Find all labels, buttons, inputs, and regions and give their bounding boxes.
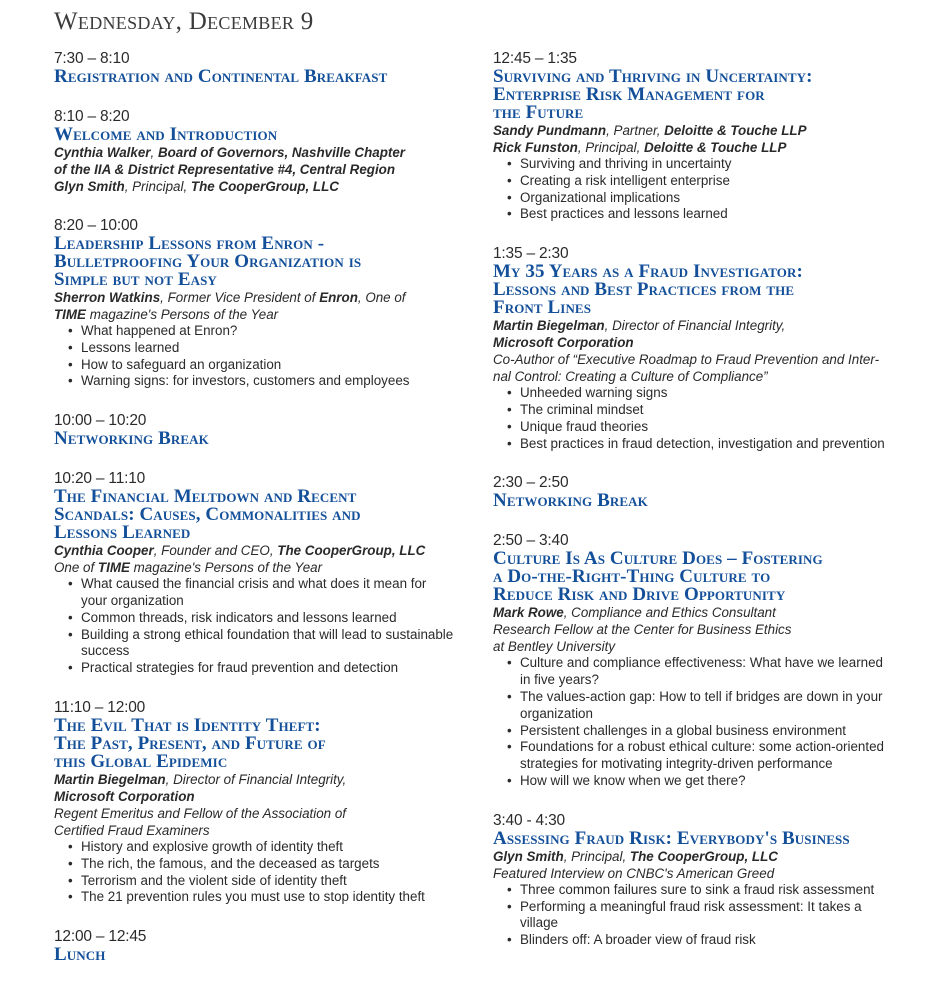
speaker-bold-text: Board of Governors, Nashville Chapter xyxy=(157,145,405,160)
speaker-bold-text: Glyn Smith xyxy=(54,179,125,194)
speaker-line xyxy=(493,865,893,882)
session-title-line: Enterprise Risk Management for xyxy=(493,84,765,105)
session-title-line: The Evil That is Identity Theft: xyxy=(54,714,321,736)
bullet-item: • Unique fraud theories xyxy=(507,419,893,436)
speaker-bold-text: Sherron Watkins xyxy=(54,290,161,305)
speaker-text: magazine's Persons of the Year xyxy=(86,307,279,322)
speaker-line xyxy=(54,771,454,788)
bullet-item: • The values-action gap: How to tell if bridges are down in your organization xyxy=(507,689,893,723)
speaker-bold-text: Microsoft Corporation xyxy=(54,788,195,804)
session-title xyxy=(54,488,454,542)
speaker-text: Co-Author of “Executive Roadmap to Fraud Prevention and Inter- xyxy=(493,352,880,368)
session-title-line: Surviving and Thriving in Uncertainty: xyxy=(493,66,813,87)
session-title xyxy=(54,430,454,448)
session-time: 8:20 – 10:00 xyxy=(54,217,138,234)
session-title-line: Front Lines xyxy=(493,297,592,319)
bullet-item: • Culture and compliance effectiveness: What have we learned in five years? xyxy=(507,655,893,689)
session-block xyxy=(54,108,454,195)
session-block xyxy=(493,812,893,949)
bullet-list xyxy=(54,839,454,906)
session-title-line: Scandals: Causes, Commonalities and xyxy=(54,504,361,526)
session-title xyxy=(493,492,893,510)
speaker-bold-text: TIME xyxy=(54,307,86,322)
speaker-line xyxy=(54,144,454,161)
session-title-line: Culture Is As Culture Does – Fostering xyxy=(493,548,823,570)
bullet-item: • Persistent challenges in a global business environment xyxy=(507,723,893,740)
bullet-item: • Organizational implications xyxy=(507,190,893,207)
session-time: 1:35 – 2:30 xyxy=(493,245,569,263)
speaker-text: , Principal, xyxy=(563,848,630,864)
bullet-item: • How will we know when we get there? xyxy=(507,773,893,790)
session-block xyxy=(493,245,893,452)
session-title-line: Bulletproofing Your Organization is xyxy=(54,251,362,272)
session-title xyxy=(493,263,893,317)
session-title xyxy=(493,550,893,604)
speaker-bold-text: TIME xyxy=(97,560,130,576)
speaker-text: Featured Interview on CNBC's American Greed xyxy=(493,865,775,881)
bullet-item: • The criminal mindset xyxy=(507,402,893,419)
day-title: Wednesday, December 9 xyxy=(54,8,314,35)
session-block xyxy=(54,217,454,390)
bullet-item: • Blinders off: A broader view of fraud risk xyxy=(507,932,893,949)
speaker-text: Regent Emeritus and Fellow of the Association of xyxy=(54,805,347,821)
session-time: 10:00 – 10:20 xyxy=(54,412,147,430)
bullet-item: • Performing a meaningful fraud risk assessment: It takes a village xyxy=(507,899,893,933)
speaker-line xyxy=(493,351,893,368)
speaker-bold-text: Sandy Pundmann xyxy=(493,123,607,138)
session-time: 10:20 – 11:10 xyxy=(54,470,146,488)
session-title-line: Simple but not Easy xyxy=(54,269,217,290)
speaker-text: , Former Vice President of xyxy=(160,290,320,305)
session-block xyxy=(493,532,893,789)
session-title-line: Networking Break xyxy=(54,428,209,450)
speaker-bold-text: Martin Biegelman xyxy=(493,318,605,334)
speaker-bold-text: Cynthia Walker xyxy=(54,145,151,160)
speaker-bold-text: Mark Rowe xyxy=(493,605,564,621)
bullet-item: • Common threads, risk indicators and lessons learned xyxy=(68,610,454,627)
bullet-item: • What happened at Enron? xyxy=(68,323,454,340)
session-title-line: this Global Epidemic xyxy=(54,750,228,772)
session-block xyxy=(54,470,454,677)
speaker-line xyxy=(54,289,454,306)
speaker-line xyxy=(54,178,454,195)
speaker-bold-text: Rick Funston xyxy=(493,140,578,155)
bullet-item: • Three common failures sure to sink a fraud risk assessment xyxy=(507,882,893,899)
session-title-line: Assessing Fraud Risk: Everybody's Business xyxy=(493,827,850,849)
speaker-text: at Bentley University xyxy=(493,639,616,655)
session-block xyxy=(493,50,893,223)
speaker-line xyxy=(493,317,893,334)
bullet-item: • Best practices in fraud detection, investigation and prevention xyxy=(507,436,893,453)
speaker-text: One of xyxy=(54,560,98,576)
session-title xyxy=(493,68,893,122)
bullet-item: • The 21 prevention rules you must use to stop identity theft xyxy=(68,889,454,906)
speaker-text: nal Control: Creating a Culture of Compliance” xyxy=(493,369,768,385)
schedule-column-right xyxy=(493,50,893,971)
bullet-list xyxy=(493,882,893,949)
speaker-bold-text: Cynthia Cooper xyxy=(54,543,154,559)
bullet-item: • Lessons learned xyxy=(68,340,454,357)
schedule-column-left xyxy=(54,50,454,986)
session-title xyxy=(493,827,893,849)
speaker-text: , Principal, xyxy=(577,140,645,155)
session-time: 12:45 – 1:35 xyxy=(493,50,577,67)
session-block xyxy=(54,699,454,906)
speaker-line xyxy=(54,306,454,323)
speaker-line xyxy=(54,542,454,559)
session-time: 3:40 - 4:30 xyxy=(493,811,565,829)
session-title-line: a Do-the-Right-Thing Culture to xyxy=(493,566,771,588)
speaker-text: Certified Fraud Examiners xyxy=(54,822,210,838)
session-title-line: My 35 Years as a Fraud Investigator: xyxy=(493,261,803,283)
speaker-text: , Director of Financial Integrity, xyxy=(604,318,786,334)
session-block xyxy=(493,474,893,510)
session-title xyxy=(54,68,454,86)
speaker-text: , Compliance and Ethics Consultant xyxy=(563,605,776,621)
session-block xyxy=(54,412,454,448)
session-title xyxy=(54,235,454,289)
speaker-bold-text: Microsoft Corporation xyxy=(493,335,634,351)
speaker-bold-text: of the IIA & District Representative #4, Central Region xyxy=(54,162,396,177)
speaker-line xyxy=(54,559,454,576)
bullet-list xyxy=(493,385,893,452)
bullet-item: • Practical strategies for fraud prevention and detection xyxy=(68,660,454,677)
bullet-list xyxy=(54,323,454,390)
session-title-line: Reduce Risk and Drive Opportunity xyxy=(493,584,786,606)
session-title-line: Registration and Continental Breakfast xyxy=(54,66,388,87)
speaker-line xyxy=(493,334,893,351)
session-title xyxy=(54,946,454,964)
speaker-text: , Principal, xyxy=(124,179,191,194)
speaker-text: Research Fellow at the Center for Business Ethics xyxy=(493,622,792,638)
speaker-bold-text: Glyn Smith xyxy=(493,848,564,864)
speaker-bold-text: Martin Biegelman xyxy=(54,771,166,787)
speaker-line xyxy=(493,604,893,621)
speaker-line xyxy=(54,788,454,805)
speaker-line xyxy=(493,139,893,156)
bullet-list xyxy=(493,156,893,223)
speaker-line xyxy=(54,161,454,178)
session-block xyxy=(54,928,454,964)
speaker-bold-text: Deloitte & Touche LLP xyxy=(664,123,807,138)
bullet-item: • Terrorism and the violent side of identity theft xyxy=(68,873,454,890)
bullet-item: • How to safeguard an organization xyxy=(68,357,454,374)
session-time: 2:50 – 3:40 xyxy=(493,532,569,550)
session-time: 7:30 – 8:10 xyxy=(54,50,130,67)
speaker-line xyxy=(54,822,454,839)
bullet-item: • Warning signs: for investors, customers and employees xyxy=(68,373,454,390)
session-title-line: Lunch xyxy=(54,944,106,966)
bullet-item: • Unheeded warning signs xyxy=(507,385,893,402)
speaker-line xyxy=(493,368,893,385)
session-title-line: The Financial Meltdown and Recent xyxy=(54,486,357,508)
speaker-line xyxy=(493,621,893,638)
speaker-bold-text: The CooperGroup, LLC xyxy=(190,179,339,194)
speaker-bold-text: Enron xyxy=(319,290,358,305)
bullet-item: • What caused the financial crisis and what does it mean for your organization xyxy=(68,576,454,610)
speaker-text: , Founder and CEO, xyxy=(153,543,278,559)
bullet-item: • Creating a risk intelligent enterprise xyxy=(507,173,893,190)
session-title-line: Leadership Lessons from Enron - xyxy=(54,233,325,254)
session-time: 12:00 – 12:45 xyxy=(54,928,147,946)
speaker-text: , xyxy=(150,145,158,160)
speaker-line xyxy=(493,848,893,865)
session-title-line: The Past, Present, and Future of xyxy=(54,732,326,754)
bullet-item: • Surviving and thriving in uncertainty xyxy=(507,156,893,173)
speaker-text: , One of xyxy=(357,290,406,305)
speaker-text: magazine's Persons of the Year xyxy=(129,560,323,576)
session-time: 2:30 – 2:50 xyxy=(493,474,569,492)
bullet-list xyxy=(54,576,454,677)
bullet-item: • The rich, the famous, and the deceased as targets xyxy=(68,856,454,873)
speaker-line xyxy=(54,805,454,822)
session-title-line: the Future xyxy=(493,102,584,123)
speaker-text: , Partner, xyxy=(606,123,665,138)
session-title-line: Lessons and Best Practices from the xyxy=(493,279,795,301)
speaker-line xyxy=(493,638,893,655)
speaker-bold-text: The CooperGroup, LLC xyxy=(629,848,778,864)
session-time: 11:10 – 12:00 xyxy=(54,698,146,716)
bullet-list xyxy=(493,655,893,789)
bullet-item: • History and explosive growth of identity theft xyxy=(68,839,454,856)
session-block xyxy=(54,50,454,86)
session-time: 8:10 – 8:20 xyxy=(54,108,130,125)
speaker-bold-text: Deloitte & Touche LLP xyxy=(644,140,787,155)
session-title-line: Welcome and Introduction xyxy=(54,124,278,145)
session-title xyxy=(54,126,454,144)
bullet-item: • Building a strong ethical foundation that will lead to sustainable success xyxy=(68,627,454,661)
bullet-item: • Best practices and lessons learned xyxy=(507,206,893,223)
session-title xyxy=(54,714,454,772)
speaker-line xyxy=(493,122,893,139)
speaker-bold-text: The CooperGroup, LLC xyxy=(277,543,426,559)
session-title-line: Lessons Learned xyxy=(54,522,191,544)
session-title-line: Networking Break xyxy=(493,490,648,512)
bullet-item: • Foundations for a robust ethical culture: some action-oriented strategies for motivating integrity-driven performance xyxy=(507,739,893,773)
speaker-text: , Director of Financial Integrity, xyxy=(165,771,347,787)
